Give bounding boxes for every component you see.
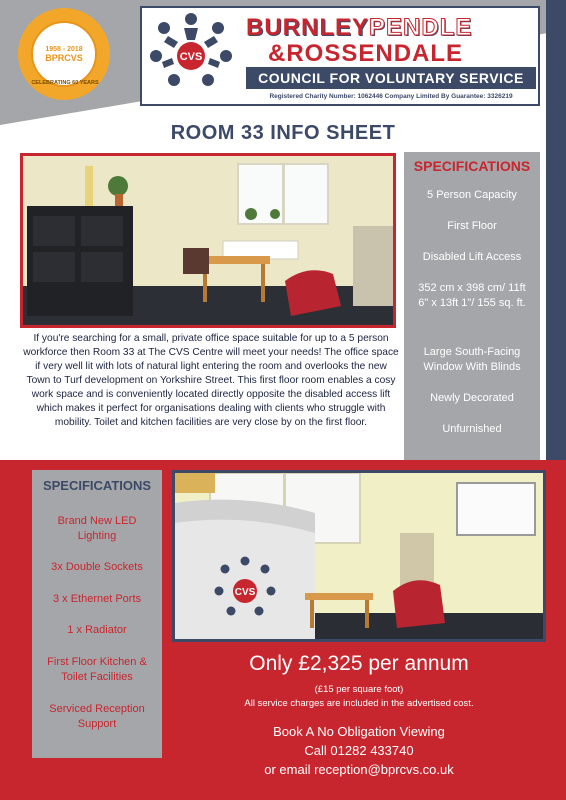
badge-name: BPRCVS — [45, 53, 83, 63]
spec-ethernet: 3 x Ethernet Ports — [52, 593, 142, 605]
spec-decorated: Newly Decorated — [430, 392, 514, 404]
contact-phone[interactable]: Call 01282 433740 — [304, 743, 414, 758]
price-note: All service charges are included in the advertised cost. — [244, 698, 474, 709]
page-title: ROOM 33 INFO SHEET — [170, 122, 396, 144]
cvs-logo-icon — [146, 10, 236, 90]
anniversary-badge — [18, 8, 110, 100]
spec-lighting: Brand New LED Lighting — [57, 515, 137, 542]
spec-reception: Serviced Reception Support — [49, 703, 145, 730]
contact-email[interactable]: or email reception@bprcvs.co.uk — [264, 762, 454, 777]
spec-window: Large South-Facing Window With Blinds — [423, 346, 521, 373]
office-photo-image — [23, 156, 393, 325]
mug-logo-text: CVS — [234, 587, 256, 598]
registration-info: Registered Charity Number: 1062446 Company Limited By Guarantee: 3326219 — [269, 93, 513, 100]
office-photo — [20, 153, 396, 328]
cvs-logo-text: CVS — [179, 51, 203, 63]
brand-line-1 — [246, 14, 472, 42]
spec-radiator: 1 x Radiator — [67, 624, 127, 636]
room-description: If you're searching for a small, private office space suitable for up to a 5 person workforce then Room 33 at The CVS Centre will meet your needs! The office space if very well lit with lots of natural light entering the room and overlooks the new Town to Turf development on Yorkshire Street. This first floor room enables a cosy work space and is conveniently located directly opposite the disabled access lift which makes it perfect for organisations dealing with clients who struggle with mobility. Toilet and kitchen facilities are very close by on the first floor. — [23, 333, 399, 428]
spec-dimensions: 352 cm x 398 cm/ 11ft 6" x 13ft 1"/ 155 sq. ft. — [418, 282, 526, 309]
badge-years: 1958 - 2018 — [45, 46, 83, 53]
spec-furnishing: Unfurnished — [442, 423, 502, 435]
badge-ribbon: CELEBRATING 60 YEARS — [31, 80, 99, 86]
spec-lift-access: Disabled Lift Access — [422, 251, 522, 263]
viewing-call-to-action: Book A No Obligation Viewing — [273, 724, 445, 739]
specifications-heading-left: SPECIFICATIONS — [42, 478, 152, 493]
spec-floor: First Floor — [447, 220, 497, 232]
brand-burnley: BURNLEY — [246, 14, 370, 41]
specifications-heading-right: SPECIFICATIONS — [413, 158, 531, 174]
spec-facilities: First Floor Kitchen & Toilet Facilities — [47, 656, 147, 683]
brand-line-2: &ROSSENDALE — [268, 40, 464, 67]
mug-photo — [172, 470, 546, 642]
side-stripe — [546, 0, 566, 460]
spec-sockets: 3x Double Sockets — [51, 561, 143, 573]
price-headline: Only £2,325 per annum — [249, 652, 469, 675]
brand-pendle: PENDLE — [369, 14, 473, 41]
price-per-square-foot: (£15 per square foot) — [314, 684, 404, 695]
spec-capacity: 5 Person Capacity — [427, 189, 517, 201]
mug-photo-image — [175, 473, 543, 639]
brand-line-3: COUNCIL FOR VOLUNTARY SERVICE — [246, 67, 536, 89]
